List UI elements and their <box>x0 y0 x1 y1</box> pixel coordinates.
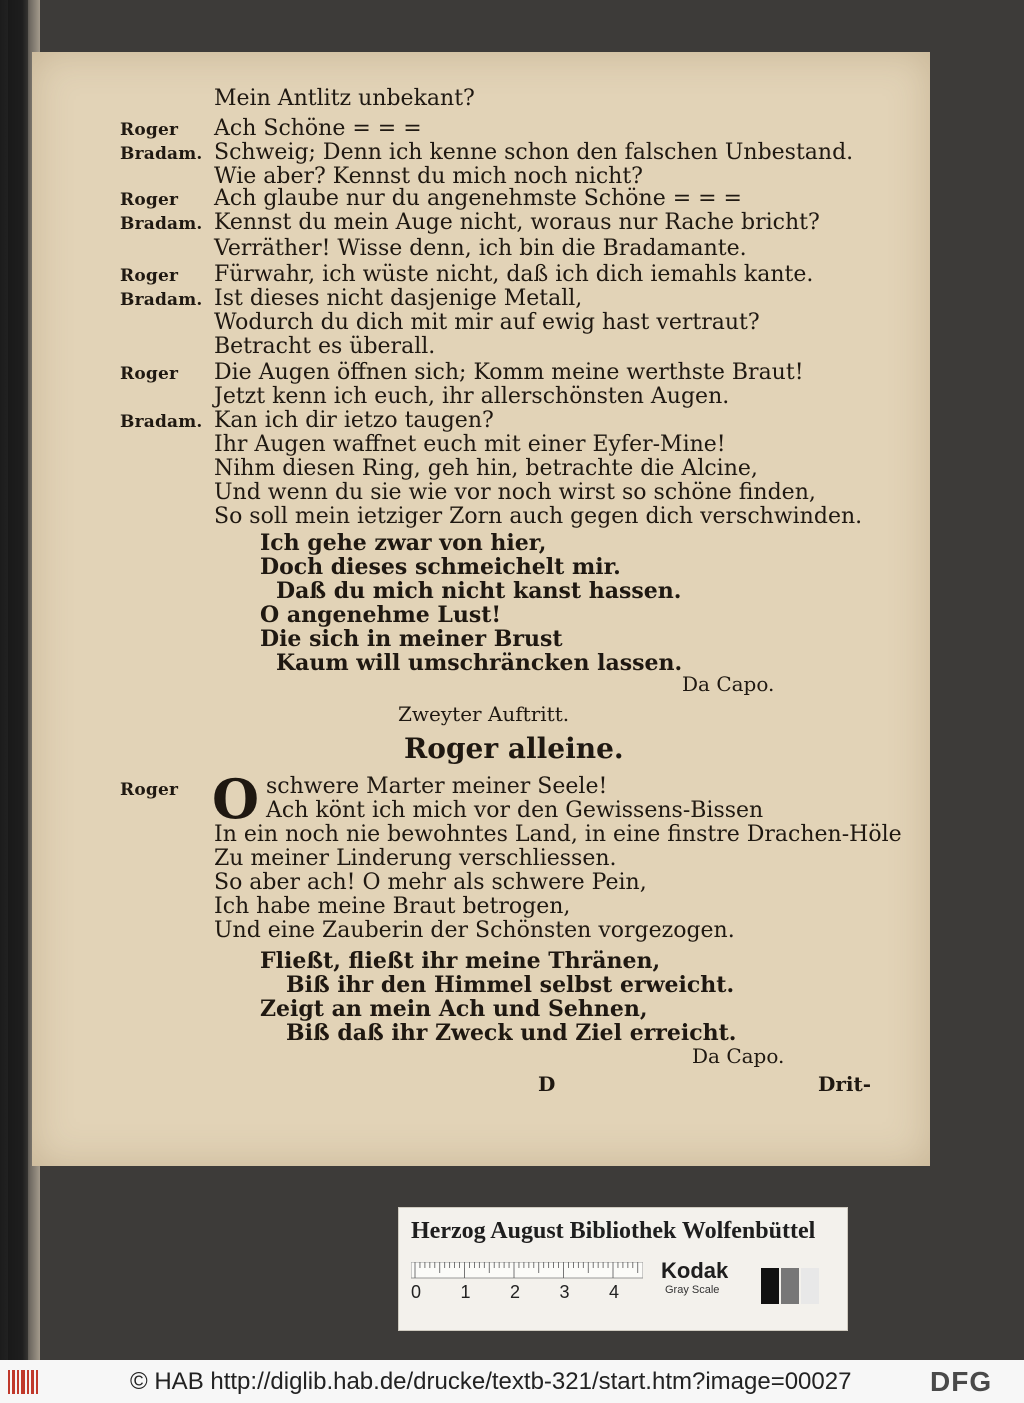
verse-line: Kennst du mein Auge nicht, woraus nur Rache bricht? <box>214 210 820 235</box>
verse-line: Fürwahr, ich wüste nicht, daß ich dich iemahls kante. <box>214 262 814 287</box>
ruler-number: 4 <box>609 1282 620 1302</box>
verse-line: Die Augen öffnen sich; Komm meine werthste Braut! <box>214 360 804 385</box>
verse-line: Und eine Zauberin der Schönsten vorgezogen. <box>214 918 735 943</box>
page-text-block <box>32 52 930 1166</box>
dfg-logo: DFG <box>930 1366 993 1397</box>
aria-line: Daß du mich nicht kanst hassen. <box>276 578 682 604</box>
verse-line: So aber ach! O mehr als schwere Pein, <box>214 870 647 895</box>
verse-line: Ach glaube nur du angenehmste Schöne = = = <box>214 186 742 211</box>
speaker-name: Roger <box>120 780 179 800</box>
institution-label: Herzog August Bibliothek Wolfenbüttel <box>411 1218 816 1244</box>
ruler-number: 0 <box>411 1282 422 1302</box>
aria-line: Ich gehe zwar von hier, <box>260 530 547 556</box>
gray-patch-black <box>761 1268 779 1304</box>
verse-line: Jetzt kenn ich euch, ihr allerschönsten Augen. <box>214 384 730 409</box>
book-page <box>32 52 930 1166</box>
viewer-footer <box>0 1360 1024 1403</box>
speaker-name: Roger <box>120 364 179 384</box>
verse-line: Ist dieses nicht dasjenige Metall, <box>214 286 583 311</box>
verse-line: Ach könt ich mich vor den Gewissens-Bissen <box>266 798 764 823</box>
color-target-card <box>398 1207 848 1331</box>
aria-line: Biß ihr den Himmel selbst erweicht. <box>286 972 735 998</box>
da-capo: Da Capo. <box>692 1044 785 1068</box>
speaker-name: Bradam. <box>120 214 203 234</box>
verse-line: In ein noch nie bewohntes Land, in eine finstre Drachen-Höle <box>214 822 902 847</box>
speaker-name: Bradam. <box>120 412 203 432</box>
binding-strip <box>8 0 28 1360</box>
ruler-number: 2 <box>510 1282 521 1302</box>
verse-line: Betracht es überall. <box>214 334 436 359</box>
aria-line: Biß daß ihr Zweck und Ziel erreicht. <box>286 1020 737 1046</box>
aria-line: Fließt, fließt ihr meine Thränen, <box>260 948 661 974</box>
footer-credit[interactable]: © HAB http://diglib.hab.de/drucke/textb-321/start.htm?image=00027 <box>130 1368 852 1395</box>
aria-line: Doch dieses schmeichelt mir. <box>260 554 621 580</box>
kodak-brand: Kodak <box>661 1258 729 1283</box>
aria-line: O angenehme Lust! <box>260 602 502 628</box>
gray-patch-light <box>801 1268 819 1304</box>
scale-ruler <box>411 1262 643 1302</box>
verse-line: Ach Schöne = = = <box>214 116 422 141</box>
speaker-name: Roger <box>120 190 179 210</box>
aria-line: Kaum will umschräncken lassen. <box>276 650 683 676</box>
verse-line: Ihr Augen waffnet euch mit einer Eyfer-Mine! <box>214 432 726 457</box>
ruler-number: 1 <box>460 1282 471 1302</box>
scene-heading: Zweyter Auftritt. <box>398 702 570 726</box>
verse-line: Ich habe meine Braut betrogen, <box>214 894 571 919</box>
gray-scale-label: Gray Scale <box>665 1284 720 1296</box>
scene-title: Roger alleine. <box>404 732 624 765</box>
ruler-number: 3 <box>559 1282 570 1302</box>
aria-line: Zeigt an mein Ach und Sehnen, <box>260 996 648 1022</box>
gray-patch-mid <box>781 1268 799 1304</box>
verse-line: Verräther! Wisse denn, ich bin die Bradamante. <box>214 236 747 261</box>
library-barcode-icon <box>8 1368 38 1396</box>
speaker-name: Roger <box>120 266 179 286</box>
verse-line: schwere Marter meiner Seele! <box>266 774 608 799</box>
speaker-name: Bradam. <box>120 144 203 164</box>
speaker-name: Roger <box>120 120 179 140</box>
verse-line: Zu meiner Linderung verschliessen. <box>214 846 617 871</box>
verse-line: Kan ich dir ietzo taugen? <box>214 408 494 433</box>
aria-line: Die sich in meiner Brust <box>260 626 563 652</box>
verse-line: Mein Antlitz unbekant? <box>214 86 475 111</box>
da-capo: Da Capo. <box>682 672 775 696</box>
speaker-name: Bradam. <box>120 290 203 310</box>
catchword: Drit- <box>818 1072 872 1096</box>
verse-line: Wodurch du dich mit mir auf ewig hast vertraut? <box>214 310 760 335</box>
signature-mark: D <box>538 1072 556 1096</box>
verse-line: Wie aber? Kennst du mich noch nicht? <box>214 164 643 189</box>
drop-cap: O <box>212 767 260 831</box>
verse-line: Schweig; Denn ich kenne schon den falschen Unbestand. <box>214 140 854 165</box>
verse-line: Nihm diesen Ring, geh hin, betrachte die Alcine, <box>214 456 758 481</box>
verse-line: So soll mein ietziger Zorn auch gegen dich verschwinden. <box>214 504 863 529</box>
verse-line: Und wenn du sie wie vor noch wirst so schöne finden, <box>214 480 816 505</box>
